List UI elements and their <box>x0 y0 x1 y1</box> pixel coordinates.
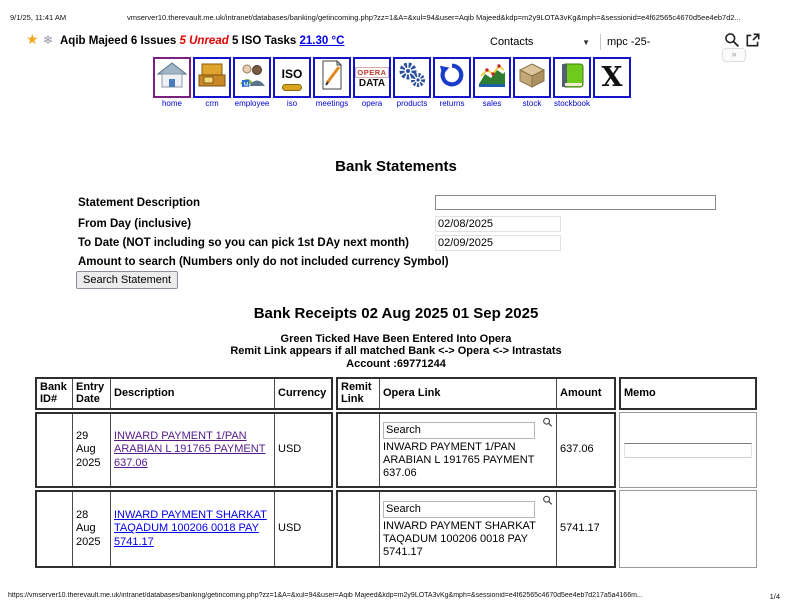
footer-url: https://vmserver10.therevault.me.uk/intranet/databases/banking/getincoming.php?zz=1&A=&xul=94&user=Aqib Majeed&kdp=m2y9LOTA3vKg&mph=&sessionid=e4f62565c4670d5ee4eb7d217a5a4166m... <box>8 592 643 599</box>
nav-label-iso: iso <box>286 99 298 108</box>
nav-label-employee: employee <box>234 99 270 108</box>
receipts-notes <box>0 333 792 370</box>
row2-opera-search-input[interactable] <box>383 501 535 518</box>
note-green-ticked: Green Ticked Have Been Entered Into Opera <box>280 333 512 345</box>
nav-label-returns: returns <box>439 99 465 108</box>
print-timestamp: 9/1/25, 11:41 AM <box>10 13 67 22</box>
table-row <box>35 490 333 568</box>
nav-label-products: products <box>396 99 428 108</box>
header-search-input[interactable] <box>600 34 710 50</box>
print-url: vmserver10.therevault.me.uk/intranet/databases/banking/getincoming.php?zz=1&A=&xul=94&user=Aqib Majeed&kdp=m2y9LOTA3vKg&mph=&sessionid=e4f62565c4670d5ee4eb7d2... <box>127 13 741 22</box>
bank-statements-title: Bank Statements <box>335 158 457 175</box>
nav-item-products[interactable] <box>393 57 431 108</box>
from-day-input[interactable] <box>435 216 561 232</box>
row1-opera-search-input[interactable] <box>383 422 535 439</box>
table-row <box>336 490 616 568</box>
iso-tasks-label: 5 ISO Tasks <box>231 35 297 47</box>
row2-entry-date: 28 Aug 2025 <box>73 492 111 566</box>
nav-label-home: home <box>161 99 182 108</box>
col-amount: Amount <box>560 386 602 399</box>
nav-item-stock[interactable] <box>513 57 551 108</box>
nav-item-sales[interactable] <box>473 57 511 108</box>
nav-item-crm[interactable] <box>193 57 231 108</box>
app-nav <box>153 57 631 108</box>
row2-amount: 5741.17 <box>560 522 600 535</box>
row1-memo-cell <box>620 413 756 487</box>
row1-amount: 637.06 <box>560 443 594 456</box>
row1-memo-input[interactable] <box>624 443 752 458</box>
col-bank-id: Bank ID# <box>37 379 73 408</box>
nav-item-returns[interactable] <box>433 57 471 108</box>
col-opera-link: Opera Link <box>380 379 557 408</box>
employee-icon <box>237 62 267 94</box>
row1-entry-date: 29 Aug 2025 <box>73 414 111 486</box>
account-number: Account :69771244 <box>346 357 446 370</box>
chevron-down-icon: ▼ <box>582 37 590 47</box>
statement-description-label: Statement Description <box>78 197 201 209</box>
magnifier-icon[interactable] <box>542 417 553 432</box>
temperature-link[interactable]: 21.30 °C <box>299 35 345 47</box>
nav-label-opera: opera <box>361 99 383 108</box>
nav-label-sales: sales <box>482 99 502 108</box>
nav-label-stockbook: stockbook <box>553 99 591 108</box>
user-issues-label: Aqib Majeed 6 Issues <box>60 35 177 47</box>
receipts-header-left <box>35 377 333 410</box>
nav-item-meetings[interactable] <box>313 57 351 108</box>
search-icon[interactable] <box>724 32 740 48</box>
header-title <box>60 35 344 47</box>
nav-label-meetings: meetings <box>315 99 349 108</box>
circular-arrow-icon <box>438 62 466 94</box>
nav-item-exit[interactable] <box>593 57 631 108</box>
svg-text:M: M <box>243 82 249 88</box>
from-day-label: From Day (inclusive) <box>78 218 192 230</box>
book-icon <box>558 62 586 94</box>
contacts-select[interactable] <box>490 36 590 48</box>
unread-count: 5 Unread <box>179 35 229 47</box>
col-memo: Memo <box>624 386 656 399</box>
nav-item-employee[interactable] <box>233 57 271 108</box>
receipts-header-mid <box>336 377 616 410</box>
row1-bank-id <box>37 414 73 486</box>
snowflake-weather-icon: ❄ <box>43 33 54 47</box>
amount-search-label: Amount to search (Numbers only do not included currency Symbol) <box>78 256 449 268</box>
col-remit-link: Remit Link <box>338 379 380 408</box>
to-date-input[interactable] <box>435 235 561 251</box>
row2-remit <box>338 492 380 566</box>
sales-chart-icon <box>477 62 507 94</box>
crm-icon <box>197 62 227 94</box>
meetings-icon <box>318 60 346 95</box>
box-icon <box>517 62 547 94</box>
more-chevron-button[interactable]: » <box>722 48 746 62</box>
home-icon <box>157 62 187 94</box>
row1-currency: USD <box>278 443 302 456</box>
col-entry-date: Entry Date <box>73 379 111 408</box>
row2-currency: USD <box>278 522 302 535</box>
statement-description-input[interactable] <box>435 195 716 210</box>
iso-icon: ISO <box>282 65 303 91</box>
row1-description-link[interactable]: INWARD PAYMENT 1/PAN ARABIAN L 191765 PAYMENT 637.06 <box>114 430 266 469</box>
footer-page-number: 1/4 <box>769 592 780 601</box>
bank-receipts-title: Bank Receipts 02 Aug 2025 01 Sep 2025 <box>253 305 539 322</box>
opera-data-icon: OPERA DATA <box>357 67 387 89</box>
col-currency: Currency <box>278 386 327 399</box>
table-row <box>619 412 757 488</box>
contacts-select-label: Contacts <box>490 36 534 48</box>
row1-opera-match-text: INWARD PAYMENT 1/PAN ARABIAN L 191765 PAYMENT 637.06 <box>383 440 535 480</box>
nav-item-iso[interactable] <box>273 57 311 108</box>
search-statement-button[interactable]: Search Statement <box>76 271 178 289</box>
row2-description-link[interactable]: INWARD PAYMENT SHARKAT TAQADUM 100206 0018 PAY 5741.17 <box>114 509 267 548</box>
nav-label-crm: crm <box>205 99 219 108</box>
nav-label-stock: stock <box>522 99 542 108</box>
row2-memo-cell <box>620 491 756 567</box>
receipts-header-memo <box>619 377 757 410</box>
row2-opera-match-text: INWARD PAYMENT SHARKAT TAQADUM 100206 0018 PAY 5741.17 <box>383 519 536 559</box>
row1-opera-cell <box>380 414 557 486</box>
note-remit-link: Remit Link appears if all matched Bank <-> Opera <-> Intrastats <box>230 345 562 358</box>
magnifier-icon[interactable] <box>542 495 553 510</box>
open-external-icon[interactable] <box>745 32 761 48</box>
to-date-label: To Date (NOT including so you can pick 1st DAy next month) <box>78 237 409 249</box>
exit-x-icon: X <box>601 62 623 93</box>
row2-bank-id <box>37 492 73 566</box>
favorite-star-icon[interactable]: ★ <box>26 31 39 47</box>
col-description: Description <box>111 379 275 408</box>
nav-item-opera[interactable] <box>353 57 391 108</box>
table-row <box>619 490 757 568</box>
table-row <box>336 412 616 488</box>
gears-icon <box>397 62 427 94</box>
nav-item-stockbook[interactable] <box>553 57 591 108</box>
table-row <box>35 412 333 488</box>
nav-item-home[interactable] <box>153 57 191 108</box>
row2-opera-cell <box>380 492 557 566</box>
row1-remit <box>338 414 380 486</box>
